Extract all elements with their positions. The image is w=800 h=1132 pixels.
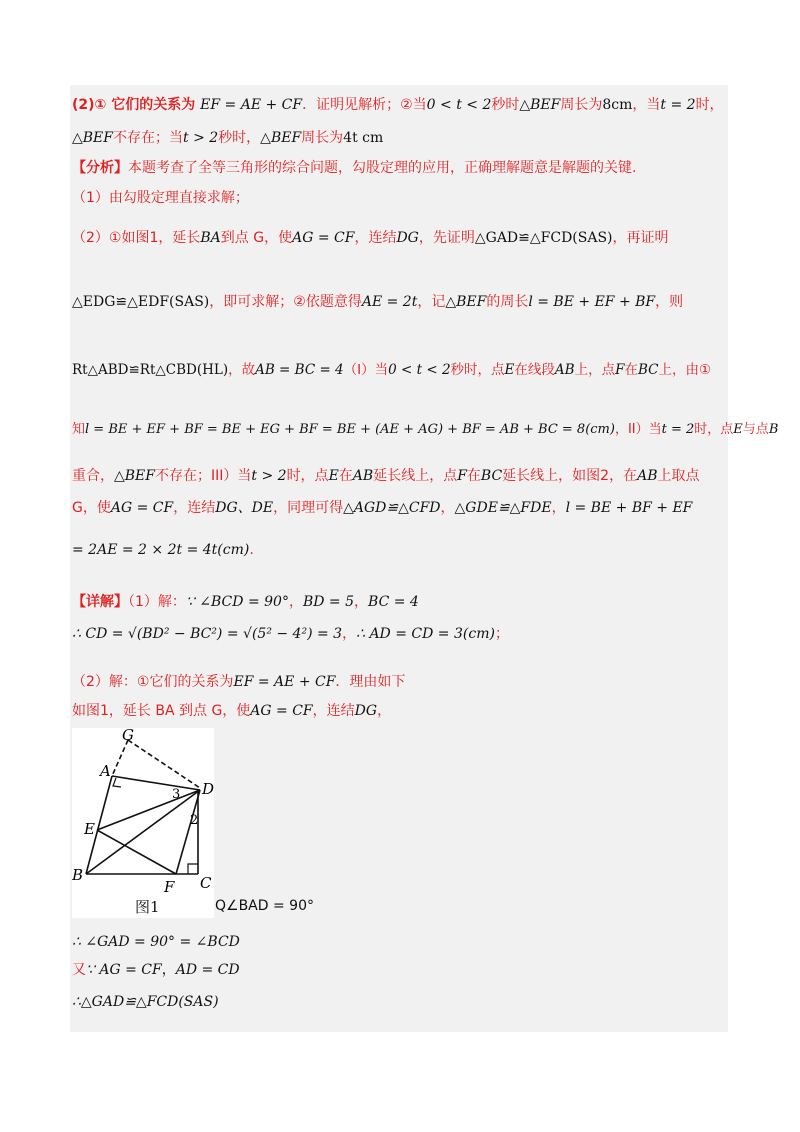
analysis-step-2b: △EDG≌△EDF(SAS)，即可求解；②依题意得AE = 2t，记△BEF的周长l = BE + EF + BF，则 xyxy=(72,294,684,310)
analysis-step-2e: 重合，△BEF不存在；III）当t > 2时，点E在AB延长线上，点F在BC延长线上，如图2，在AB上取点 xyxy=(72,468,700,484)
segment-FD xyxy=(176,790,200,874)
proof-step-2: 又∵ AG = CF，AD = CD xyxy=(72,962,240,978)
analysis-step-2a: （2）①如图1，延长BA到点 G，使AG = CF，连结DG，先证明△GAD≌△FCD(SAS)，再证明 xyxy=(72,230,669,246)
label-E: E xyxy=(84,820,95,838)
given-angle: Q∠BAD = 90° xyxy=(215,898,314,914)
label-angle-2: 2 xyxy=(190,813,199,828)
detail-heading: 【详解】（1）解：∵ ∠BCD = 90°，BD = 5，BC = 4 xyxy=(72,594,419,610)
segment-BD xyxy=(86,790,200,874)
label-C: C xyxy=(200,874,212,892)
analysis-heading: 【分析】本题考查了全等三角形的综合问题，勾股定理的应用，正确理解题意是解题的关键. xyxy=(72,160,637,176)
analysis-step-2d: 知l = BE + EF + BF = BE + EG + BF = BE + (AE + AG) + BF = AB + BC = 8(cm)，II）当t = 2时，点E与点B xyxy=(72,422,779,437)
proof-step-1: ∴ ∠GAD = 90° = ∠BCD xyxy=(72,934,240,950)
proof-step-3: ∴△GAD≌△FCD(SAS) xyxy=(72,994,219,1010)
figure-caption: 图1 xyxy=(135,898,160,916)
detail-step-2-heading: （2）解：①它们的关系为EF = AE + CF．理由如下 xyxy=(72,674,406,690)
analysis-step-1: （1）由勾股定理直接求解； xyxy=(72,190,249,206)
answer-line-2: △BEF不存在；当t > 2秒时，△BEF周长为4t cm xyxy=(72,130,384,146)
label-angle-3: 3 xyxy=(172,787,181,802)
label-F: F xyxy=(164,878,175,896)
detail-step-2-construction: 如图1，延长 BA 到点 G，使AG = CF，连结DG， xyxy=(72,703,392,719)
analysis-step-2g: = 2AE = 2 × 2t = 4t(cm). xyxy=(72,542,254,558)
geometry-diagram xyxy=(72,728,214,918)
right-angle-A xyxy=(113,778,121,787)
figure-1 xyxy=(72,728,214,918)
segment-GA-dashed xyxy=(112,740,128,776)
right-angle-C xyxy=(188,864,198,874)
detail-step-1: ∴ CD = √(BD² − BC²) = √(5² − 4²) = 3，∴ AD = CD = 3(cm)； xyxy=(72,626,509,642)
segment-ED xyxy=(97,790,200,830)
analysis-step-2c: Rt△ABD≌Rt△CBD(HL)，故AB = BC = 4（I）当0 < t < 2秒时，点E在线段AB上，点F在BC上，由① xyxy=(72,362,712,378)
analysis-step-2f: G，使AG = CF，连结DG、DE，同理可得△AGD≌△CFD，△GDE≌△FDE，l = BE + BF + EF xyxy=(72,500,693,516)
label-G: G xyxy=(122,728,134,744)
label-B: B xyxy=(72,866,84,884)
label-A: A xyxy=(100,762,111,780)
answer-line-1: (2)① 它们的关系为 EF = AE + CF．证明见解析；②当0 < t < 2秒时△BEF周长为8cm，当t = 2时， xyxy=(72,97,724,113)
label-D: D xyxy=(202,780,214,798)
segment-AD xyxy=(112,776,200,790)
